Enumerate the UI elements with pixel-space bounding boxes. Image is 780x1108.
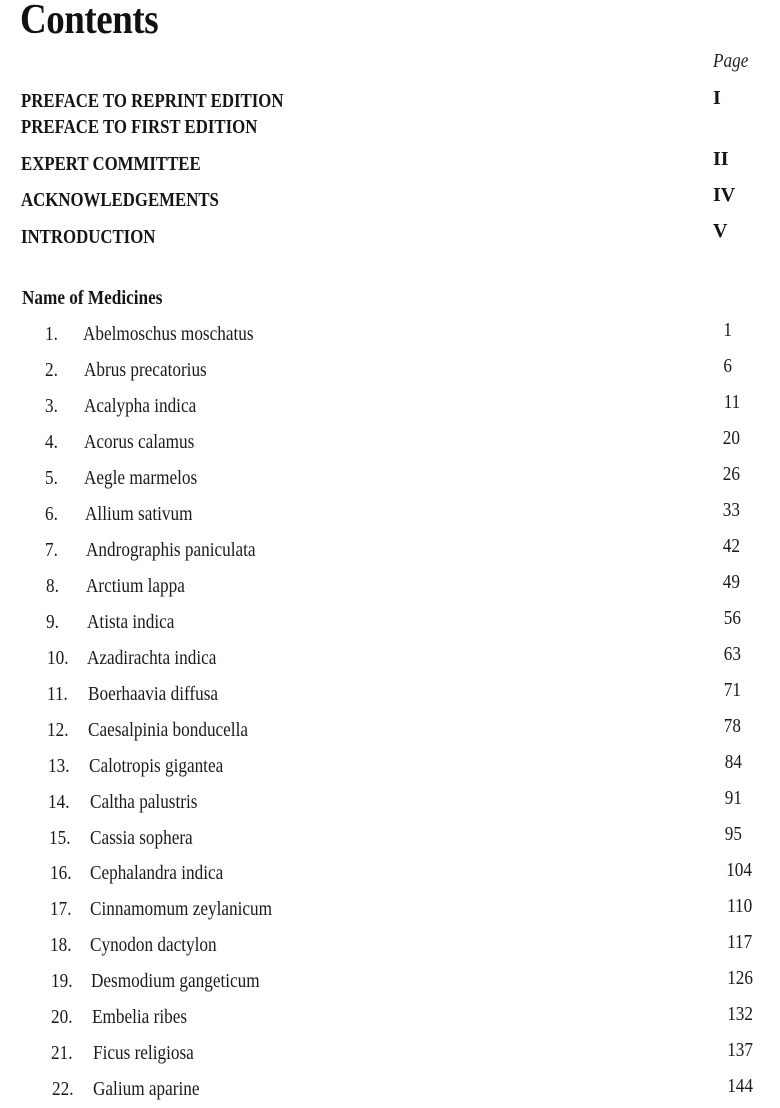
page-column-header: Page <box>713 50 749 72</box>
item-page: 26 <box>722 463 740 485</box>
list-item[interactable]: Cynodon dactylon <box>90 934 217 956</box>
toc-entry-preface-reprint[interactable]: PREFACE TO REPRINT EDITION <box>21 90 284 112</box>
item-page: 117 <box>726 931 752 953</box>
list-item[interactable]: Abelmoschus moschatus <box>83 323 254 345</box>
item-number: 10. <box>47 647 69 669</box>
item-number: 6. <box>45 503 58 525</box>
list-item[interactable]: Andrographis paniculata <box>86 539 256 561</box>
toc-entry-preface-first[interactable]: PREFACE TO FIRST EDITION <box>21 116 258 138</box>
toc-entry-introduction[interactable]: INTRODUCTION <box>21 226 156 248</box>
item-page: 126 <box>727 967 753 989</box>
item-number: 12. <box>47 719 69 741</box>
toc-page-introduction: V <box>713 220 728 242</box>
item-number: 18. <box>50 934 72 956</box>
list-item[interactable]: Galium aparine <box>93 1078 200 1100</box>
item-number: 13. <box>48 755 70 777</box>
item-number: 22. <box>52 1078 74 1100</box>
item-number: 11. <box>47 683 68 705</box>
item-page: 20 <box>722 427 740 449</box>
list-item[interactable]: Cassia sophera <box>90 827 193 849</box>
page-title: Contents <box>20 0 159 43</box>
toc-entry-acknowledgements[interactable]: ACKNOWLEDGEMENTS <box>21 189 219 211</box>
item-number: 3. <box>45 395 58 417</box>
item-number: 1. <box>45 323 58 345</box>
item-page: 71 <box>723 679 741 701</box>
toc-page-expert-committee: II <box>713 148 729 170</box>
list-item[interactable]: Ficus religiosa <box>93 1042 194 1064</box>
item-page: 42 <box>722 535 740 557</box>
item-number: 17. <box>50 898 72 920</box>
list-item[interactable]: Embelia ribes <box>92 1006 188 1028</box>
list-item[interactable]: Atista indica <box>87 611 175 633</box>
list-item[interactable]: Aegle marmelos <box>84 467 198 489</box>
item-number: 14. <box>48 791 70 813</box>
list-item[interactable]: Caesalpinia bonducella <box>88 719 249 741</box>
section-heading: Name of Medicines <box>22 287 163 309</box>
list-item[interactable]: Arctium lappa <box>86 575 185 597</box>
item-number: 9. <box>46 611 59 633</box>
toc-page-preface-reprint: I <box>713 87 721 109</box>
item-page: 1 <box>723 319 732 341</box>
item-number: 21. <box>51 1042 73 1064</box>
item-number: 19. <box>51 970 73 992</box>
list-item[interactable]: Desmodium gangeticum <box>91 970 260 992</box>
item-page: 56 <box>723 607 741 629</box>
item-page: 132 <box>727 1003 753 1025</box>
list-item[interactable]: Cephalandra indica <box>90 862 224 884</box>
item-number: 8. <box>46 575 59 597</box>
item-number: 2. <box>45 359 58 381</box>
list-item[interactable]: Acorus calamus <box>84 431 195 453</box>
item-page: 78 <box>723 715 741 737</box>
item-page: 137 <box>727 1039 753 1061</box>
item-page: 63 <box>723 643 741 665</box>
list-item[interactable]: Calotropis gigantea <box>89 755 224 777</box>
item-page: 110 <box>726 895 752 917</box>
toc-entry-expert-committee[interactable]: EXPERT COMMITTEE <box>21 153 201 175</box>
item-page: 6 <box>723 355 732 377</box>
list-item[interactable]: Azadirachta indica <box>87 647 217 669</box>
list-item[interactable]: Cinnamomum zeylanicum <box>90 898 272 920</box>
item-page: 95 <box>724 823 742 845</box>
item-page: 84 <box>724 751 742 773</box>
item-number: 5. <box>45 467 58 489</box>
item-number: 4. <box>45 431 58 453</box>
list-item[interactable]: Abrus precatorius <box>84 359 207 381</box>
list-item[interactable]: Boerhaavia diffusa <box>88 683 219 705</box>
item-number: 20. <box>51 1006 73 1028</box>
item-page: 33 <box>722 499 740 521</box>
list-item[interactable]: Caltha palustris <box>90 791 198 813</box>
item-page: 104 <box>726 859 752 881</box>
item-number: 16. <box>50 862 72 884</box>
list-item[interactable]: Allium sativum <box>85 503 193 525</box>
toc-page-acknowledgements: IV <box>713 184 736 206</box>
list-item[interactable]: Acalypha indica <box>84 395 197 417</box>
item-page: 49 <box>722 571 740 593</box>
item-number: 15. <box>49 827 71 849</box>
item-page: 144 <box>727 1075 753 1097</box>
item-number: 7. <box>45 539 58 561</box>
item-page: 91 <box>724 787 742 809</box>
item-page: 11 <box>723 391 740 413</box>
